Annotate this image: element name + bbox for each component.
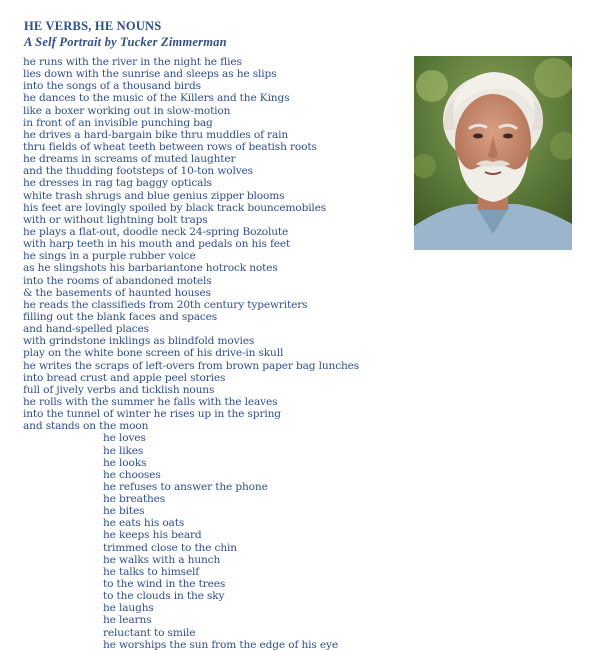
poem-line-indented: he likes [103,444,144,457]
poem-line: into bread crust and apple peel stories [23,371,226,384]
poem-line-indented: he bites [103,505,145,518]
poem-line: lies down with the sunrise and sleeps as he slips [23,68,277,81]
poem-line: he dresses in rag tag baggy opticals [23,177,212,190]
author-portrait-photo [414,56,572,250]
poem-line: play on the white bone screen of his drive-in skull [23,347,284,360]
poem-line: full of jively verbs and ticklish nouns [23,383,215,396]
poem-line: into the rooms of abandoned motels [23,274,212,287]
poem-line-indented: he keeps his beard [103,529,202,542]
poem-line: with harp teeth in his mouth and pedals on his feet [23,238,291,251]
poem-line-indented: he chooses [103,468,161,481]
poem-line: he runs with the river in the night he flies [23,56,242,68]
poem-line-indented: to the clouds in the sky [103,590,225,603]
poem-line: thru fields of wheat teeth between rows of beatish roots [23,140,317,153]
poem-line-indented: he talks to himself [103,565,200,578]
poem-line: as he slingshots his barbariantone hotrock notes [23,262,278,275]
poem-line: with grindstone inklings as blindfold movies [23,335,255,348]
poem-line: he reads the classifieds from 20th century typewriters [23,298,308,311]
poem-line: into the tunnel of winter he rises up in the spring [23,408,281,421]
poem-line: his feet are lovingly spoiled by black track bouncemobiles [23,201,327,214]
poem-line-indented: he breathes [103,493,166,506]
poem-line: filling out the blank faces and spaces [23,310,218,323]
poem-line-indented: to the wind in the trees [103,578,226,591]
poem-line-indented: he worships the sun from the edge of his eye [103,638,338,651]
poem-body [23,56,433,651]
portrait-icon [414,56,572,250]
poem-line-indented: he refuses to answer the phone [103,480,268,493]
poem-line: with or without lightning bolt traps [23,213,208,226]
poem-line: & the basements of haunted houses [23,286,211,299]
poem-subtitle: A Self Portrait by Tucker Zimmerman [24,35,227,49]
poem-line-indented: he learns [103,614,152,627]
poem-line: he sings in a purple rubber voice [23,250,196,263]
poem-line-indented: reluctant to smile [103,626,196,639]
poem-line: and stands on the moon [23,420,149,433]
poem-line-indented: trimmed close to the chin [103,541,237,554]
poem-line: he plays a flat-out, doodle neck 24-spring Bozolute [23,225,289,238]
poem-line-indented: he looks [103,456,147,469]
poem-line: he drives a hard-bargain bike thru muddles of rain [23,128,289,141]
poem-line-indented: he laughs [103,602,154,615]
poem-line: like a boxer working out in slow-motion [23,104,231,117]
poem-line: into the songs of a thousand birds [23,80,201,93]
poem-line: he dances to the music of the Killers and the Kings [23,92,290,105]
poem-line-indented: he loves [103,432,146,445]
poem-line-indented: he eats his oats [103,517,185,530]
poem-line: white trash shrugs and blue genius zipper blooms [23,189,285,202]
poem-line: and hand-spelled places [23,323,149,336]
poem-line: he dreams in screams of muted laughter [23,153,236,166]
poem-line: and the thudding footsteps of 10-ton wolves [23,165,253,178]
poem-line-indented: he walks with a hunch [103,553,221,566]
poem-title: HE VERBS, HE NOUNS [24,19,162,33]
poem-line: he writes the scraps of left-overs from brown paper bag lunches [23,359,360,372]
poem-line: he rolls with the summer he falls with the leaves [23,395,278,408]
poem-line: in front of an invisible punching bag [23,116,213,129]
